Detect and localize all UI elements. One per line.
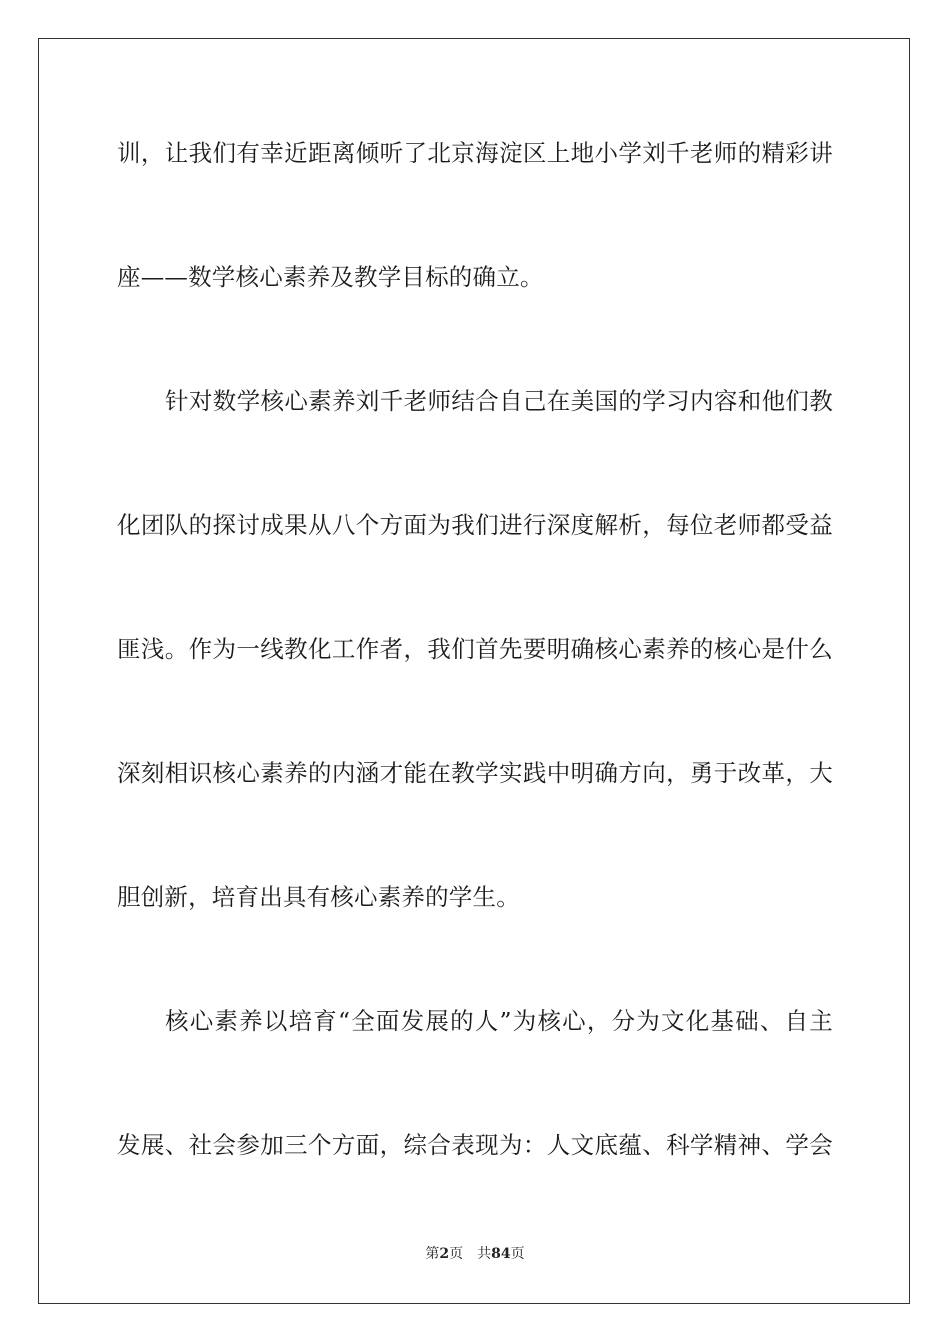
text-line-2: 座——数学核心素养及教学目标的确立。 (117, 263, 544, 291)
total-suffix: 页 (510, 1246, 525, 1262)
page-prefix: 第 (425, 1246, 440, 1262)
text-line-3: 针对数学核心素养刘千老师结合自己在美国的学习内容和他们教 (165, 387, 833, 415)
text-line-8: 核心素养以培育“全面发展的人”为核心，分为文化基础、自主 (165, 1007, 833, 1035)
total-pages: 84 (491, 1246, 511, 1262)
text-line-6: 深刻相识核心素养的内涵才能在教学实践中明确方向，勇于改革，大 (117, 759, 833, 787)
page-suffix: 页 (449, 1246, 464, 1262)
text-line-4: 化团队的探讨成果从八个方面为我们进行深度解析，每位老师都受益 (117, 511, 833, 539)
text-line-5: 匪浅。作为一线教化工作者，我们首先要明确核心素养的核心是什么 (117, 635, 833, 663)
text-line-9: 发展、社会参加三个方面，综合表现为：人文底蕴、科学精神、学会 (117, 1131, 833, 1159)
text-line-1: 训，让我们有幸近距离倾听了北京海淀区上地小学刘千老师的精彩讲 (117, 139, 833, 167)
page-border (38, 38, 910, 1304)
page-number: 2 (439, 1246, 450, 1262)
page-footer (0, 1244, 950, 1264)
text-line-7: 胆创新，培育出具有核心素养的学生。 (117, 883, 520, 911)
total-prefix: 共 (477, 1246, 492, 1262)
